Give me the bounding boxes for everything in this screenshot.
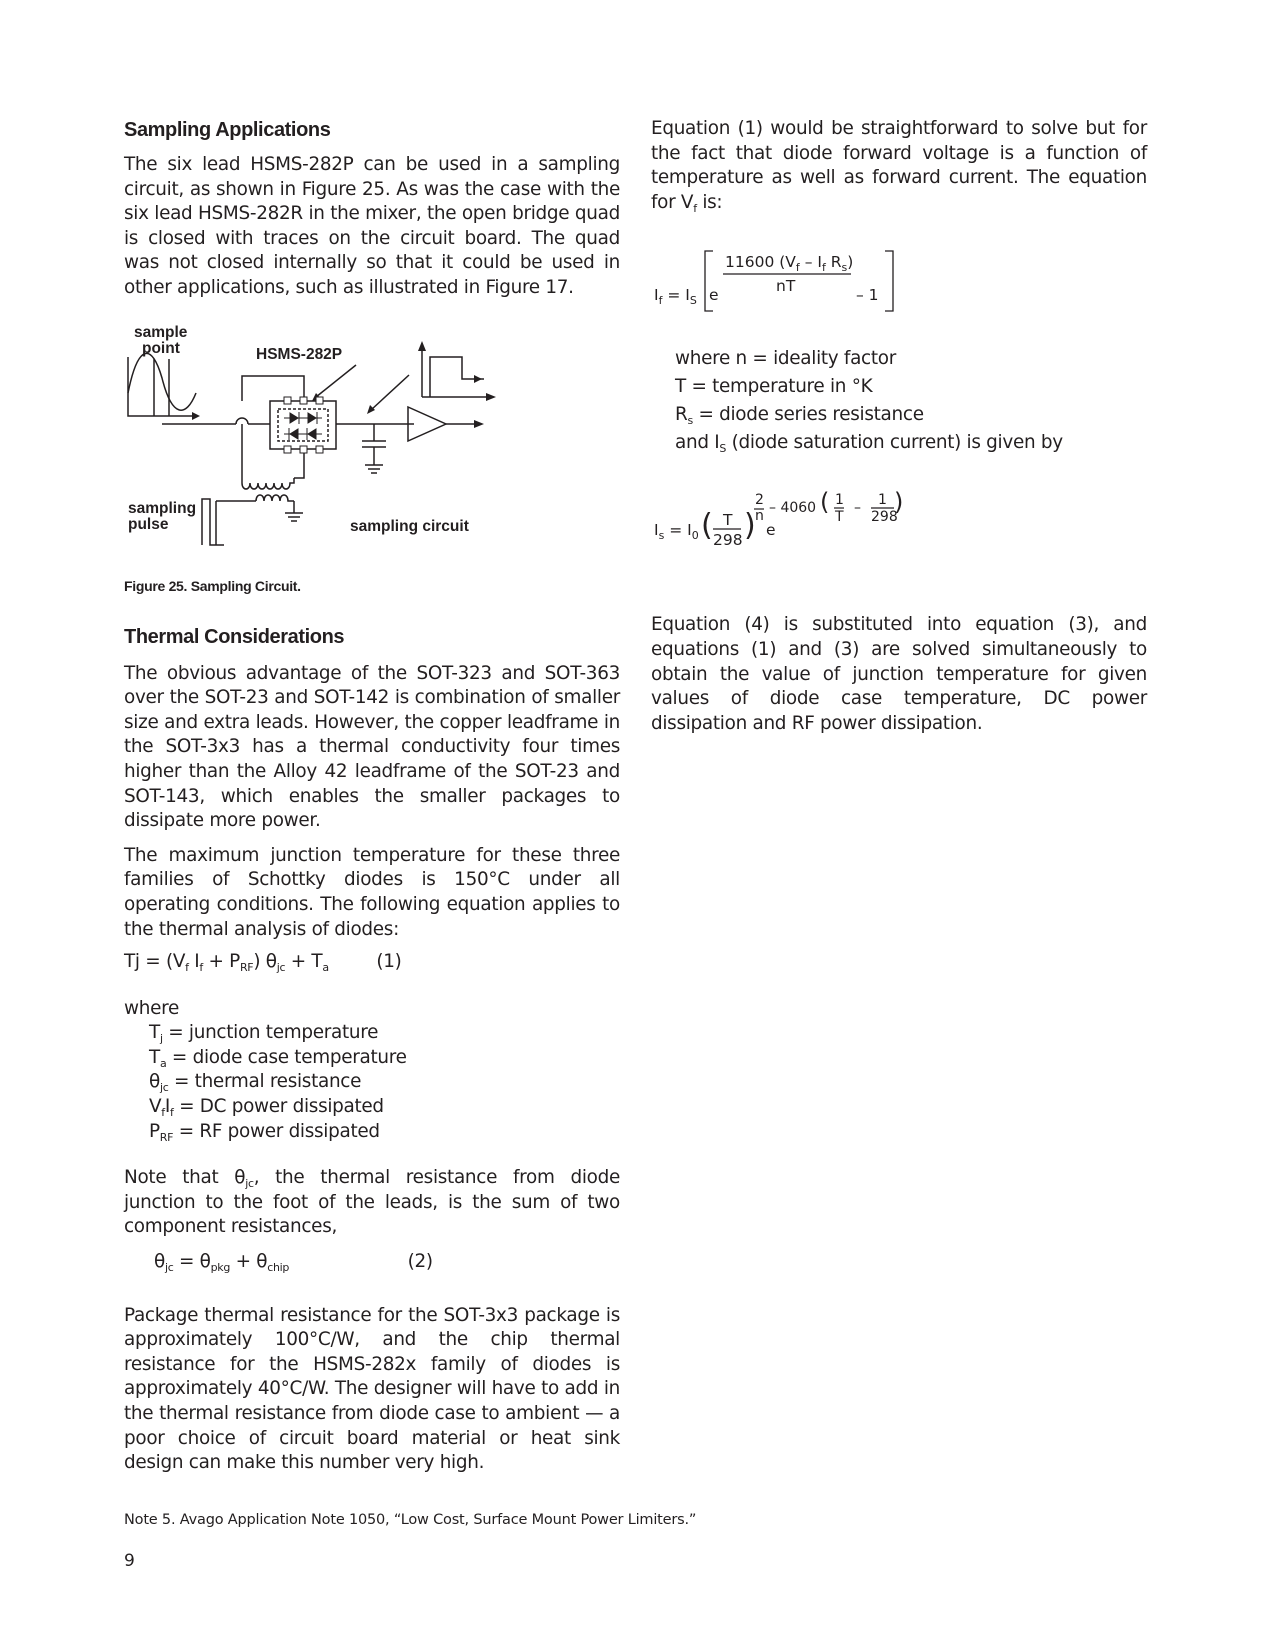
eq3-numerator: 11600 ($V_f - I_f$ $R_s$) [725, 253, 854, 275]
page-number: 9 [124, 1551, 135, 1571]
def-rs: $R_s$ = diode series resistance [675, 404, 924, 428]
def-t: T = temperature in °K [675, 376, 873, 398]
eq4-paren2-left: ( [820, 488, 830, 517]
eq3-minus-one: – 1 [856, 286, 879, 305]
paragraph-sampling: The six lead HSMS-282P can be used in a sampling circuit, as shown in Figure 25. As was the case with the six lead HSMS-282R in the mixer, the open bridge quad is closed with traces on the circuit board. The quad was not closed internally so that it could be used in other applications, such as illustrated in Figure 17. [124, 154, 620, 298]
definition-vf-if: $V_fI_f$ = DC power dissipated [149, 1096, 384, 1120]
eq4-mid: – 4060 [769, 500, 817, 517]
eq4-f2-den: 298 [871, 509, 898, 526]
definition-prf: $P_{RF}$ = RF power dissipated [149, 1120, 380, 1144]
eq1-sub: f [185, 961, 189, 975]
paragraph-intro-equation: Equation (1) would be straightforward to solve but for the fact that diode forward voltage is a function of temperature as well as forward current. The equation for $V_f$ is: [651, 118, 1147, 215]
figure-label-part: HSMS-282P [256, 345, 343, 363]
eq3-denominator: nT [776, 277, 796, 296]
definition-ta: $T_a$ = diode case temperature [149, 1046, 407, 1070]
where-label: where [124, 997, 179, 1019]
eq4-e: e [766, 521, 776, 540]
right-column [651, 117, 1147, 736]
paragraph-package-thermal: Package thermal resistance for the SOT-3x3 package is approximately 100°C/W, and the chip thermal resistance for the HSMS-282x family of diodes is approximately 40°C/W. The designer will have to add in the thermal resistance from diode case to ambient — a poor choice of circuit board material or heat sink design can make this number very high. [124, 1304, 620, 1474]
paragraph-thermal-1: The obvious advantage of the SOT-323 and SOT-363 over the SOT-23 and SOT-142 is combination of smaller size and extra leads. However, the copper leadframe in the SOT-3x3 has a thermal conductivity four times higher than the Alloy 42 leadframe of the SOT-23 and SOT-143, which enables the smaller packages to dissipate more power. [124, 662, 620, 832]
definition-list [124, 1021, 620, 1144]
equation-2: $\theta_{jc} = \theta_{pkg} + \theta_{chip}$ (2) [154, 1251, 433, 1275]
eq4-frac-num: T [723, 511, 733, 530]
figure-label-point: point [142, 339, 180, 357]
eq4-minus: – [854, 500, 861, 517]
paragraph-thermal-2: The maximum junction temperature for these three families of Schottky diodes is 150°C under all operating conditions. The following equation applies to the thermal analysis of diodes: [124, 844, 620, 940]
equation-3 [651, 249, 1147, 319]
eq1-part: + P [202, 951, 240, 973]
eq1-sub: jc [276, 961, 286, 975]
eq4-exp-den: n [755, 508, 764, 525]
variable-definitions [651, 345, 1147, 457]
equation-1 [124, 950, 620, 975]
eq1-part: I [188, 951, 200, 973]
eq1-part: Tj = (V [124, 951, 186, 973]
figure-label-sampling: sampling [128, 499, 197, 517]
equation-4 [651, 488, 1147, 561]
heading-sampling-applications: Sampling Applications [124, 119, 331, 141]
equation-2-number: (2) [407, 1251, 433, 1273]
figure-sampling-circuit [124, 323, 524, 563]
equation-1-number: (1) [376, 951, 402, 973]
eq4-frac-den: 298 [713, 531, 743, 550]
figure-label-pulse: pulse [128, 515, 169, 533]
eq3-e: e [709, 286, 719, 305]
paragraph-note-theta: Note that $\theta_{jc}$, the thermal resistance from diode junction to the foot of the leads, is the sum of two component resistances, [124, 1167, 620, 1238]
eq4-exp-num: 2 [755, 492, 764, 509]
eq4-f1-num: 1 [835, 492, 844, 509]
figure-label-sample: sample [134, 323, 188, 341]
eq4-paren-right: ) [744, 508, 756, 544]
eq1-part: ) θ [253, 951, 277, 973]
definition-tj: $T_j$ = junction temperature [149, 1022, 379, 1046]
eq1-sub: a [322, 961, 329, 975]
def-n: where n = ideality factor [675, 348, 896, 370]
eq4-paren-left: ( [701, 508, 713, 544]
figure-label-circuit: sampling circuit [350, 517, 469, 535]
eq4-lhs: $I_s = I_0$ [654, 521, 699, 543]
eq4-f1-den: T [835, 509, 844, 526]
definition-theta-jc: $\theta_{jc}$ = thermal resistance [149, 1071, 362, 1095]
eq4-f2-num: 1 [878, 492, 887, 509]
def-is: and $I_S$ (diode saturation current) is given by [675, 432, 1063, 456]
paragraph-solve: Equation (4) is substituted into equation (3), and equations (1) and (3) are solved simultaneously to obtain the value of junction temperature for given values of diode case temperature, DC power dissipation and RF power dissipation. [651, 614, 1147, 734]
eq1-sub: f [199, 961, 203, 975]
eq1-sub: RF [239, 961, 254, 975]
left-column [124, 117, 620, 1476]
footnote: Note 5. Avago Application Note 1050, “Low Cost, Surface Mount Power Limiters.” [124, 1512, 697, 1528]
figure-caption: Figure 25. Sampling Circuit. [124, 577, 301, 594]
eq3-lhs: $I_f = I_S$ [654, 286, 697, 308]
eq4-paren2-right: ) [894, 488, 904, 517]
eq1-part: + T [285, 951, 323, 973]
heading-thermal-considerations: Thermal Considerations [124, 625, 345, 648]
